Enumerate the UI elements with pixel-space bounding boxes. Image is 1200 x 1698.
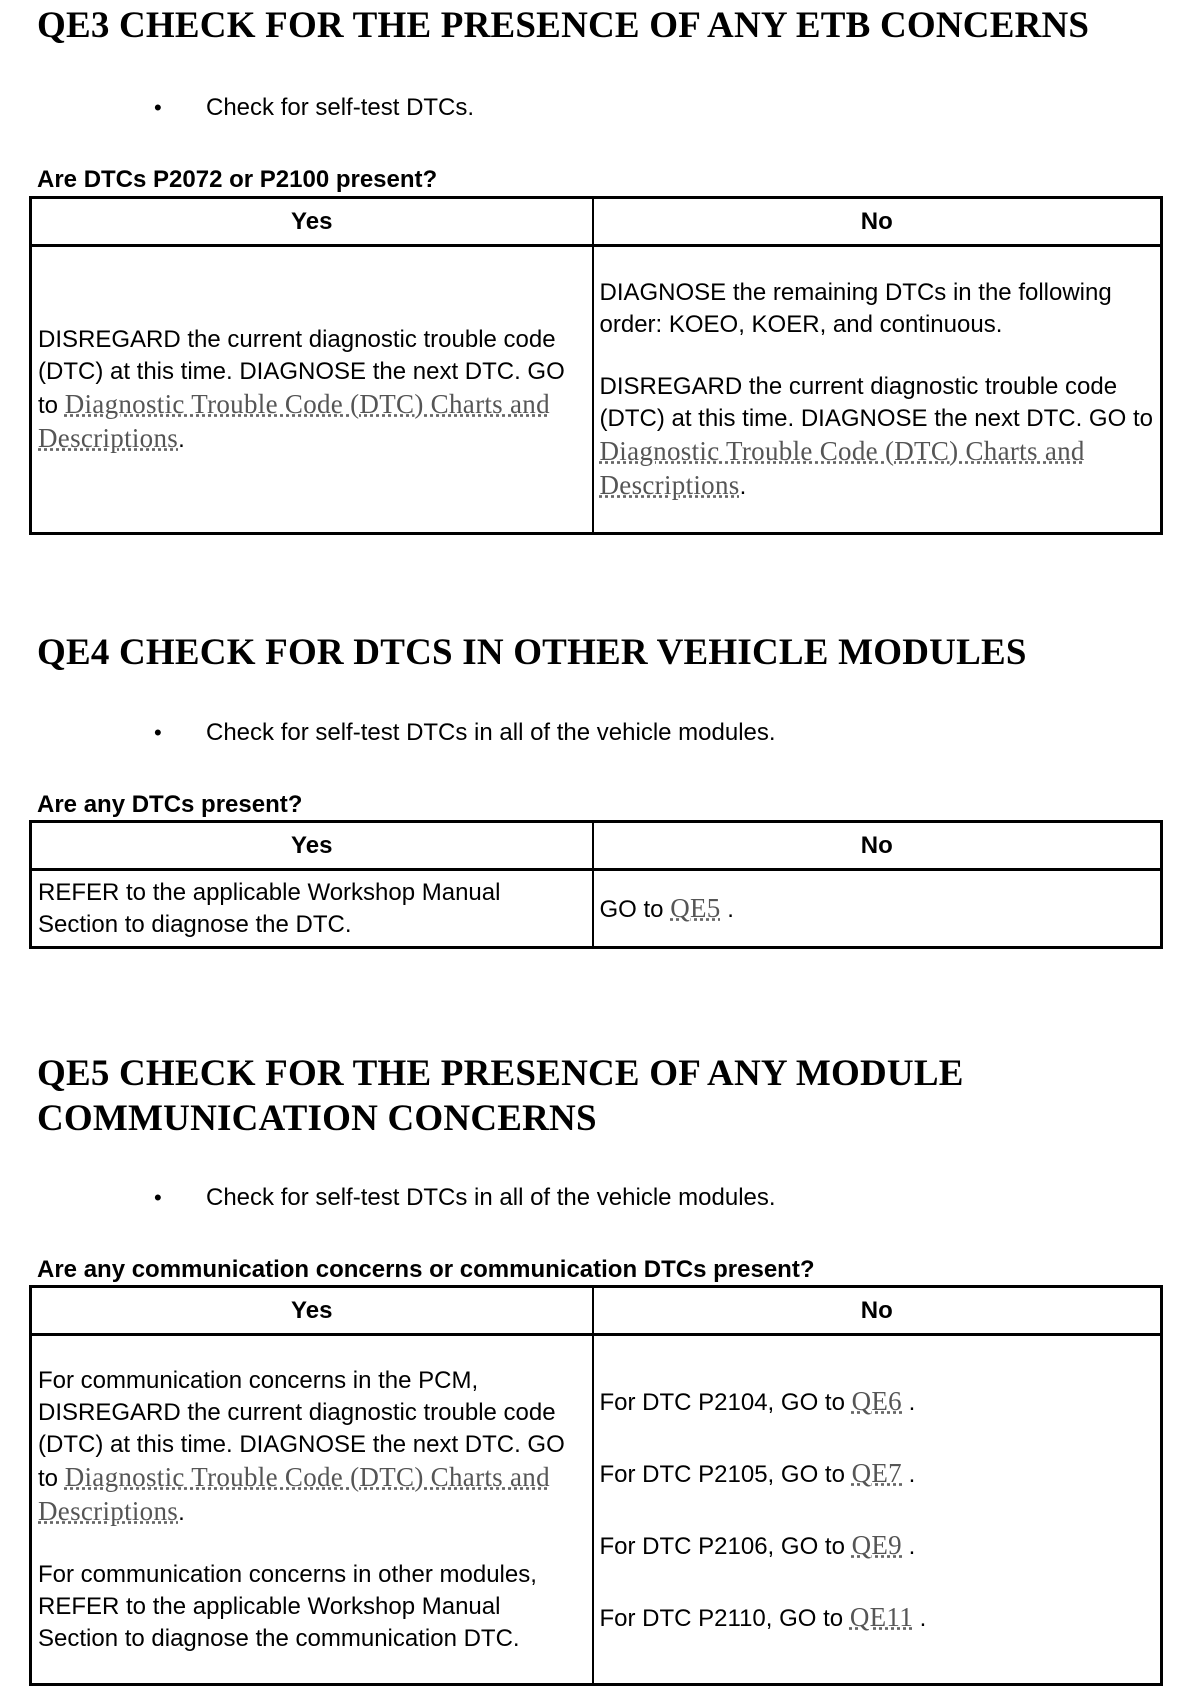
qe4-col-no: No bbox=[593, 822, 1162, 870]
qe4-table bbox=[29, 820, 1163, 949]
qe3-table bbox=[29, 196, 1163, 535]
bullet-icon: • bbox=[154, 1185, 162, 1210]
qe5-question: Are any communication concerns or communication DTCs present? bbox=[37, 1256, 815, 1283]
qe3-col-yes: Yes bbox=[31, 198, 593, 246]
qe5-table bbox=[29, 1285, 1163, 1686]
qe5-no-item: For DTC P2110, GO to QE11 . bbox=[599, 1601, 927, 1632]
qe5-no-item: For DTC P2105, GO to QE7 . bbox=[599, 1457, 916, 1488]
qe5-col-no: No bbox=[593, 1287, 1162, 1335]
qe4-bullet: • Check for self-test DTCs in all of the vehicle modules. bbox=[154, 719, 776, 746]
dtc-charts-link[interactable]: Diagnostic Trouble Code (DTC) Charts and Descriptions bbox=[38, 388, 550, 453]
qe6-link[interactable]: QE6 bbox=[851, 1385, 902, 1416]
qe5-link[interactable]: QE5 bbox=[670, 892, 721, 923]
qe5-heading: QE5 CHECK FOR THE PRESENCE OF ANY MODULE COMMUNICATION CONCERNS bbox=[37, 1053, 964, 1139]
qe5-yes-cell: For communication concerns in the PCM, DISREGARD the current diagnostic trouble code (DTC) at this time. DIAGNOSE the next DTC. GO to Diagnostic Trouble Code (DTC) Charts and Descriptions. For communication concerns in other modules, REFER to the applicable Workshop Manual Section to diagnose the communication DTC. bbox=[31, 1335, 593, 1685]
qe5-bullet: • Check for self-test DTCs in all of the vehicle modules. bbox=[154, 1184, 776, 1211]
qe3-heading: QE3 CHECK FOR THE PRESENCE OF ANY ETB CONCERNS bbox=[37, 5, 1090, 46]
qe3-bullet: • Check for self-test DTCs. bbox=[154, 94, 475, 121]
qe3-no-cell: DIAGNOSE the remaining DTCs in the following order: KOEO, KOER, and continuous. DISREGARD the current diagnostic trouble code (DTC) at this time. DIAGNOSE the next DTC. GO to Diagnostic Trouble Code (DTC) Charts and Descriptions. bbox=[593, 246, 1162, 534]
qe11-link[interactable]: QE11 bbox=[849, 1601, 914, 1632]
qe7-link[interactable]: QE7 bbox=[851, 1457, 902, 1488]
qe5-no-item: For DTC P2106, GO to QE9 . bbox=[599, 1529, 916, 1560]
qe4-no-cell: GO to QE5 . bbox=[593, 870, 1162, 948]
qe5-col-yes: Yes bbox=[31, 1287, 593, 1335]
qe3-yes-cell: DISREGARD the current diagnostic trouble code (DTC) at this time. DIAGNOSE the next DTC. GO to Diagnostic Trouble Code (DTC) Charts and Descriptions. bbox=[31, 246, 593, 534]
qe9-link[interactable]: QE9 bbox=[851, 1529, 902, 1560]
qe3-col-no: No bbox=[593, 198, 1162, 246]
qe4-yes-cell: REFER to the applicable Workshop Manual Section to diagnose the DTC. bbox=[31, 870, 593, 948]
bullet-icon: • bbox=[154, 95, 162, 120]
qe3-question: Are DTCs P2072 or P2100 present? bbox=[37, 166, 438, 193]
qe5-no-item: For DTC P2104, GO to QE6 . bbox=[599, 1385, 916, 1416]
dtc-charts-link[interactable]: Diagnostic Trouble Code (DTC) Charts and Descriptions bbox=[38, 1461, 550, 1526]
dtc-charts-link[interactable]: Diagnostic Trouble Code (DTC) Charts and Descriptions bbox=[599, 435, 1085, 500]
qe5-no-cell bbox=[593, 1335, 1162, 1685]
bullet-icon: • bbox=[154, 720, 162, 745]
qe4-question: Are any DTCs present? bbox=[37, 791, 303, 818]
qe4-col-yes: Yes bbox=[31, 822, 593, 870]
qe4-heading: QE4 CHECK FOR DTCS IN OTHER VEHICLE MODULES bbox=[37, 632, 1027, 673]
